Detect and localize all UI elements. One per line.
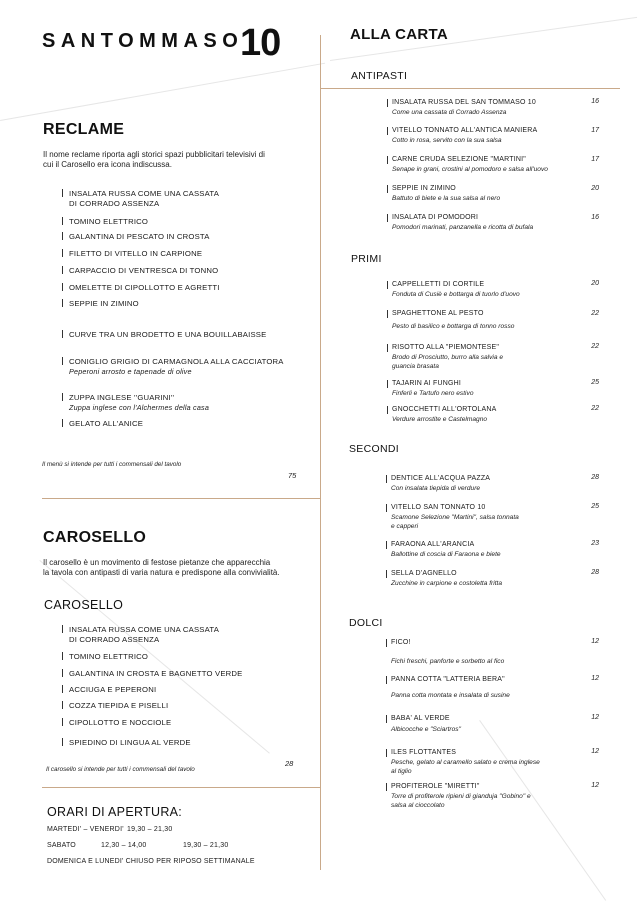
secondi-item: DENTICE ALL'ACQUA PAZZA Con insalata tiepida di verdure [386,474,601,493]
secondi-item: VITELLO SAN TONNATO 10 Scamone Selezione "Martini", salsa tonnata e capperi [386,503,601,531]
carosello-item: COZZA TIEPIDA E PISELLI [62,701,168,711]
dish-price: 22 [591,310,599,317]
reclame-item: FILETTO DI VITELLO IN CARPIONE [62,249,202,259]
dish-price: 17 [591,127,599,134]
section-divider [42,787,320,788]
alla-carta-title: ALLA CARTA [350,26,448,43]
carosello-item: CIPOLLOTTO E NOCCIOLE [62,718,171,728]
antipasti-item: VITELLO TONNATO ALL'ANTICA MANIERA Cotto in rosa, servito con la sua salsa [387,126,602,145]
dolci-item: FICO! Fichi freschi, panforte e sorbetto al fico [386,638,601,666]
dolci-title: DOLCI [349,617,383,629]
reclame-item: GALANTINA DI PESCATO IN CROSTA [62,232,210,242]
reclame-item: CURVE TRA UN BRODETTO E UNA BOUILLABAISSE [62,330,266,340]
background-line [0,63,325,121]
primi-item: SPAGHETTONE AL PESTO Pesto di basilico e bottarga di tonno rosso [387,309,602,331]
dish-price: 12 [591,675,599,682]
dolci-item: PROFITEROLE "MIRETTI" Torre di profiterole ripieni di gianduja "Gobino" e salsa al cioccolato [386,782,601,810]
secondi-item: FARAONA ALL'ARANCIA Ballottine di coscia di Faraona e biete [386,540,601,559]
primi-item: CAPPELLETTI DI CORTILE Fonduta di Cusiè e bottarga di tuorlo d'uovo [387,280,602,299]
dish-price: 12 [591,748,599,755]
reclame-price: 75 [288,471,297,480]
column-divider [320,35,321,870]
dish-price: 28 [591,474,599,481]
reclame-description: Il nome reclame riporta agli storici spazi pubblicitari televisivi di cui il Carosello era icona indiscussa. [43,150,265,169]
antipasti-title: ANTIPASTI [351,70,408,82]
dish-price: 23 [591,540,599,547]
dish-price: 28 [591,569,599,576]
antipasti-item: SEPPIE IN ZIMINO Battuto di biete e la sua salsa al nero [387,184,602,203]
reclame-item: INSALATA RUSSA COME UNA CASSATA DI CORRADO ASSENZA [62,189,219,209]
antipasti-item: INSALATA DI POMODORI Pomodori marinati, panzanella e ricotta di bufala [387,213,602,232]
carosello-price: 28 [285,759,294,768]
carosello-item: GALANTINA IN CROSTA E BAGNETTO VERDE [62,669,243,679]
hours-lunch: 19,30 – 21,30 [127,826,173,833]
reclame-item: OMELETTE DI CIPOLLOTTO E AGRETTI [62,283,220,293]
dish-price: 20 [591,280,599,287]
carosello-item: ACCIUGA E PEPERONI [62,685,156,695]
primi-item: TAJARIN AI FUNGHI Finferli e Tartufo nero estivo [387,379,602,398]
section-divider [42,498,320,499]
reclame-item: CARPACCIO DI VENTRESCA DI TONNO [62,266,218,276]
dish-price: 12 [591,638,599,645]
carosello-title: CAROSELLO [43,529,147,546]
dish-price: 25 [591,503,599,510]
secondi-item: SELLA D'AGNELLO Zucchine in carpione e costoletta fritta [386,569,601,588]
section-divider [320,88,620,89]
antipasti-item: INSALATA RUSSA DEL SAN TOMMASO 10 Come una cassata di Corrado Assenza [387,98,602,117]
reclame-note: Il menù si intende per tutti i commensali del tavolo [42,461,182,468]
antipasti-item: CARNE CRUDA SELEZIONE "MARTINI" Senape in grani, crostini al pomodoro e salsa all'uovo [387,155,602,174]
carosello-description: Il carosello è un movimento di festose pietanze che apparecchia la tavola con antipasti di varia natura e predispone alla convivialità. [43,558,280,577]
primi-item: RISOTTO ALLA "PIEMONTESE" Brodo di Prosciutto, burro alla salvia e guancia brasata [387,343,602,371]
hours-title: ORARI DI APERTURA: [47,805,183,819]
dolci-item: ILES FLOTTANTES Pesche, gelato al caramello salato e crema inglese al tiglio [386,748,601,776]
primi-title: PRIMI [351,253,382,265]
carosello-item: INSALATA RUSSA COME UNA CASSATA DI CORRADO ASSENZA [62,625,219,645]
hours-dinner: 19,30 – 21,30 [183,842,229,849]
dolci-item: PANNA COTTA "LATTERIA BERA" Panna cotta montata e insalata di susine [386,675,601,700]
hours-closed: DOMENICA E LUNEDI' CHIUSO PER RIPOSO SETTIMANALE [47,858,255,865]
carosello-item: TOMINO ELETTRICO [62,652,148,662]
dish-price: 16 [591,214,599,221]
reclame-title: RECLAME [43,121,125,138]
reclame-item: ZUPPA INGLESE ''GUARINI'' Zuppa inglese con l'Alchermes della casa [62,393,209,413]
dolci-item: BABA' AL VERDE Albicocche e "Sciartros" [386,714,601,734]
carosello-item: SPIEDINO DI LINGUA AL VERDE [62,738,191,748]
dish-price: 25 [591,379,599,386]
hours-days: SABATO [47,842,76,849]
brand-number: 10 [240,22,281,64]
reclame-item: GELATO ALL'ANICE [62,419,143,429]
carosello-note: Il carosello si intende per tutti i commensali del tavolo [46,766,195,773]
hours-lunch: 12,30 – 14,00 [101,842,147,849]
carosello-subtitle: CAROSELLO [44,598,124,612]
dish-price: 16 [591,98,599,105]
dish-price: 22 [591,405,599,412]
dish-price: 12 [591,782,599,789]
secondi-title: SECONDI [349,443,399,455]
reclame-item: CONIGLIO GRIGIO DI CARMAGNOLA ALLA CACCIATORA Peperoni arrosto e tapenade di olive [62,357,284,377]
primi-item: GNOCCHETTI ALL'ORTOLANA Verdure arrostite e Castelmagno [387,405,602,424]
dish-price: 17 [591,156,599,163]
reclame-item: SEPPIE IN ZIMINO [62,299,139,309]
hours-days: MARTEDI' – VENERDI' [47,826,124,833]
brand-name: SANTOMMASO [42,30,244,52]
dish-price: 20 [591,185,599,192]
reclame-item: TOMINO ELETTRICO [62,217,148,227]
dish-price: 12 [591,714,599,721]
dish-price: 22 [591,343,599,350]
